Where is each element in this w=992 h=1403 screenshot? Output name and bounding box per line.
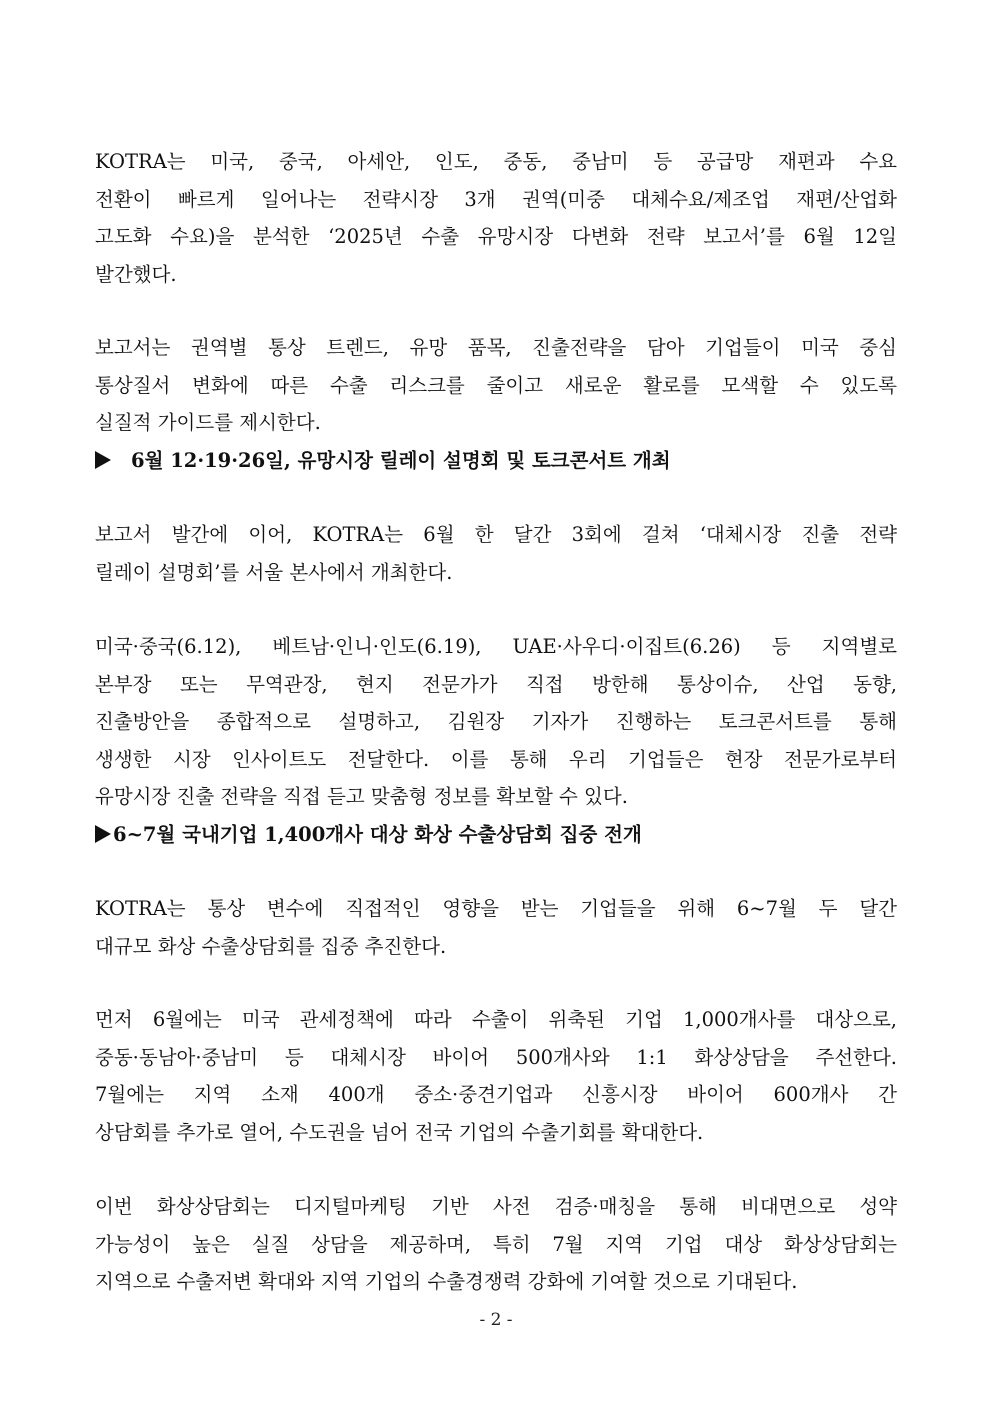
paragraph-line: 미국·중국(6.12), 베트남·인니·인도(6.19), UAE·사우디·이집트(6.26) 등 지역별로: [95, 635, 897, 658]
black-right-triangle-icon: [95, 451, 111, 469]
paragraph-line: 먼저 6월에는 미국 관세정책에 따라 수출이 위축된 기업 1,000개사를 대상으로,: [95, 1008, 897, 1031]
paragraph-line: KOTRA는 미국, 중국, 아세안, 인도, 중동, 중남미 등 공급망 재편과 수요: [95, 150, 897, 173]
paragraph-line: 고도화 수요)을 분석한 ‘2025년 수출 유망시장 다변화 전략 보고서’를 6월 12일: [95, 225, 897, 248]
paragraph-consultation-schedule: [95, 1001, 897, 1151]
section-heading-text: 6~7월 국내기업 1,400개사 대상 화상 수출상담회 집중 전개: [113, 822, 642, 846]
paragraph-line: KOTRA는 통상 변수에 직접적인 영향을 받는 기업들을 위해 6~7월 두 달간: [95, 897, 897, 920]
section-heading-relay-briefing: [95, 442, 897, 480]
paragraph-line: 생생한 시장 인사이트도 전달한다. 이를 통해 우리 기업들은 현장 전문가로부터: [95, 747, 897, 771]
paragraph-kotra-report: [95, 143, 897, 293]
paragraph-line: 7월에는 지역 소재 400개 중소·중견기업과 신흥시장 바이어 600개사 간: [95, 1083, 897, 1106]
paragraph-line: 가능성이 높은 실질 상담을 제공하며, 특히 7월 지역 기업 대상 화상상담회는: [95, 1232, 897, 1256]
paragraph-line: 유망시장 진출 전략을 직접 듣고 맞춤형 정보를 확보할 수 있다.: [95, 785, 628, 808]
paragraph-line: 중동·동남아·중남미 등 대체시장 바이어 500개사와 1:1 화상상담을 주선한다.: [95, 1045, 897, 1069]
paragraph-line: 통상질서 변화에 따른 수출 리스크를 줄이고 새로운 활로를 모색할 수 있도록: [95, 373, 897, 397]
paragraph-line: 이번 화상상담회는 디지털마케팅 기반 사전 검증·매칭을 통해 비대면으로 성약: [95, 1195, 897, 1218]
section-heading-text: 6월 12·19·26일, 유망시장 릴레이 설명회 및 토크콘서트 개최: [131, 448, 671, 472]
paragraph-line: 대규모 화상 수출상담회를 집중 추진한다.: [95, 934, 447, 958]
page-number: - 2 -: [479, 1310, 513, 1330]
paragraph-line: 실질적 가이드를 제시한다.: [95, 411, 321, 434]
document-body: [95, 143, 897, 1301]
paragraph-line: 보고서 발간에 이어, KOTRA는 6월 한 달간 3회에 걸쳐 ‘대체시장 진출 전략: [95, 523, 897, 546]
section-heading-online-consultation: [95, 816, 897, 854]
paragraph-line: 지역으로 수출저변 확대와 지역 기업의 수출경쟁력 강화에 기여할 것으로 기대된다.: [95, 1270, 798, 1293]
paragraph-line: 전환이 빠르게 일어나는 전략시장 3개 권역(미중 대체수요/제조업 재편/산업화: [95, 187, 897, 211]
black-right-triangle-icon: [95, 825, 111, 843]
paragraph-line: 상담회를 추가로 열어, 수도권을 넘어 전국 기업의 수출기회를 확대한다.: [95, 1120, 704, 1144]
paragraph-regional-sessions: [95, 628, 897, 816]
paragraph-report-contents: [95, 329, 897, 442]
paragraph-consultation-expectation: [95, 1188, 897, 1301]
paragraph-line: 진출방안을 종합적으로 설명하고, 김원장 기자가 진행하는 토크콘서트를 통해: [95, 710, 897, 733]
paragraph-relay-briefing: [95, 516, 897, 591]
paragraph-line: 릴레이 설명회’를 서울 본사에서 개최한다.: [95, 560, 453, 584]
paragraph-line: 본부장 또는 무역관장, 현지 전문가가 직접 방한해 통상이슈, 산업 동향,: [95, 672, 897, 696]
paragraph-line: 보고서는 권역별 통상 트렌드, 유망 품목, 진출전략을 담아 기업들이 미국 중심: [95, 336, 897, 359]
paragraph-online-consultation-intro: [95, 890, 897, 965]
paragraph-line: 발간했다.: [95, 262, 177, 286]
